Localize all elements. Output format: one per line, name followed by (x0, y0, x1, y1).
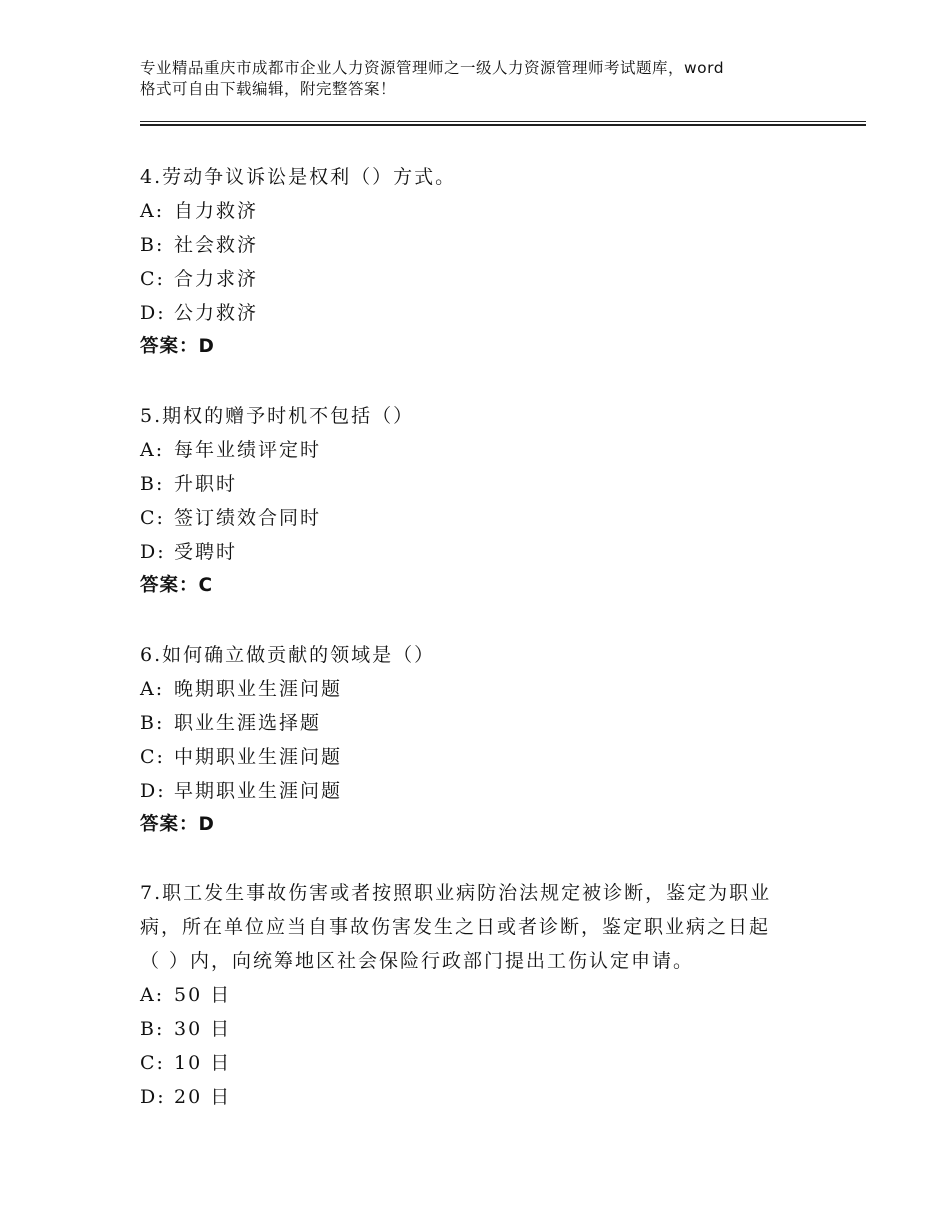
option-c (140, 740, 820, 774)
option-text: 10 日 (174, 1052, 232, 1074)
header-divider-thick (140, 124, 866, 126)
option-text: 30 日 (174, 1018, 232, 1040)
option-d (140, 296, 820, 330)
option-d (140, 774, 820, 808)
option-text: 自力救济 (174, 200, 259, 222)
header-divider-thin (140, 121, 866, 122)
document-header (140, 58, 840, 100)
option-letter: D: (140, 1086, 166, 1108)
question-5 (140, 399, 820, 603)
option-text: 合力求济 (174, 268, 259, 290)
option-letter: A: (140, 439, 165, 461)
option-text: 公力救济 (174, 302, 259, 324)
option-text: 职业生涯选择题 (174, 712, 322, 734)
option-c (140, 262, 820, 296)
option-letter: D: (140, 780, 166, 802)
question-title-line-1: 7.职工发生事故伤害或者按照职业病防治法规定被诊断，鉴定为职业 (140, 882, 772, 904)
option-b (140, 706, 820, 740)
option-text: 签订绩效合同时 (174, 507, 322, 529)
option-letter: A: (140, 678, 165, 700)
option-text: 受聘时 (174, 541, 238, 563)
option-d (140, 535, 820, 569)
option-b (140, 467, 820, 501)
question-title: 6.如何确立做贡献的领域是（） (140, 644, 436, 666)
option-letter: A: (140, 200, 165, 222)
option-text: 早期职业生涯问题 (174, 780, 343, 802)
question-title: 4.劳动争议诉讼是权利（）方式。 (140, 166, 457, 188)
question-title-line-2: 病，所在单位应当自事故伤害发生之日或者诊断，鉴定职业病之日起 (140, 916, 771, 938)
option-b (140, 1012, 820, 1046)
header-line-2: 格式可自由下载编辑，附完整答案！ (140, 80, 397, 98)
option-letter: B: (140, 234, 165, 256)
option-text: 社会救济 (174, 234, 259, 256)
option-a (140, 433, 820, 467)
option-text: 晚期职业生涯问题 (174, 678, 343, 700)
option-text: 升职时 (174, 473, 238, 495)
option-letter: D: (140, 302, 166, 324)
option-a (140, 194, 820, 228)
option-a (140, 978, 820, 1012)
option-letter: A: (140, 984, 165, 1006)
question-4 (140, 160, 820, 364)
answer: 答案：C (140, 575, 214, 596)
option-d (140, 1080, 820, 1114)
option-letter: C: (140, 1052, 165, 1074)
option-c (140, 1046, 820, 1080)
option-text: 50 日 (174, 984, 232, 1006)
answer: 答案：D (140, 814, 215, 835)
option-text: 每年业绩评定时 (174, 439, 322, 461)
option-text: 中期职业生涯问题 (174, 746, 343, 768)
option-a (140, 672, 820, 706)
question-7 (140, 876, 820, 1114)
option-b (140, 228, 820, 262)
header-line-1: 专业精品重庆市成都市企业人力资源管理师之一级人力资源管理师考试题库，word (140, 59, 725, 77)
question-6 (140, 638, 820, 842)
option-c (140, 501, 820, 535)
question-title-line-3: （ ）内，向统筹地区社会保险行政部门提出工伤认定申请。 (140, 950, 695, 972)
option-letter: B: (140, 1018, 165, 1040)
option-letter: C: (140, 507, 165, 529)
option-letter: B: (140, 473, 165, 495)
answer: 答案：D (140, 336, 215, 357)
option-letter: C: (140, 268, 165, 290)
option-letter: D: (140, 541, 166, 563)
question-title: 5.期权的赠予时机不包括（） (140, 405, 415, 427)
option-text: 20 日 (174, 1086, 232, 1108)
option-letter: B: (140, 712, 165, 734)
option-letter: C: (140, 746, 165, 768)
